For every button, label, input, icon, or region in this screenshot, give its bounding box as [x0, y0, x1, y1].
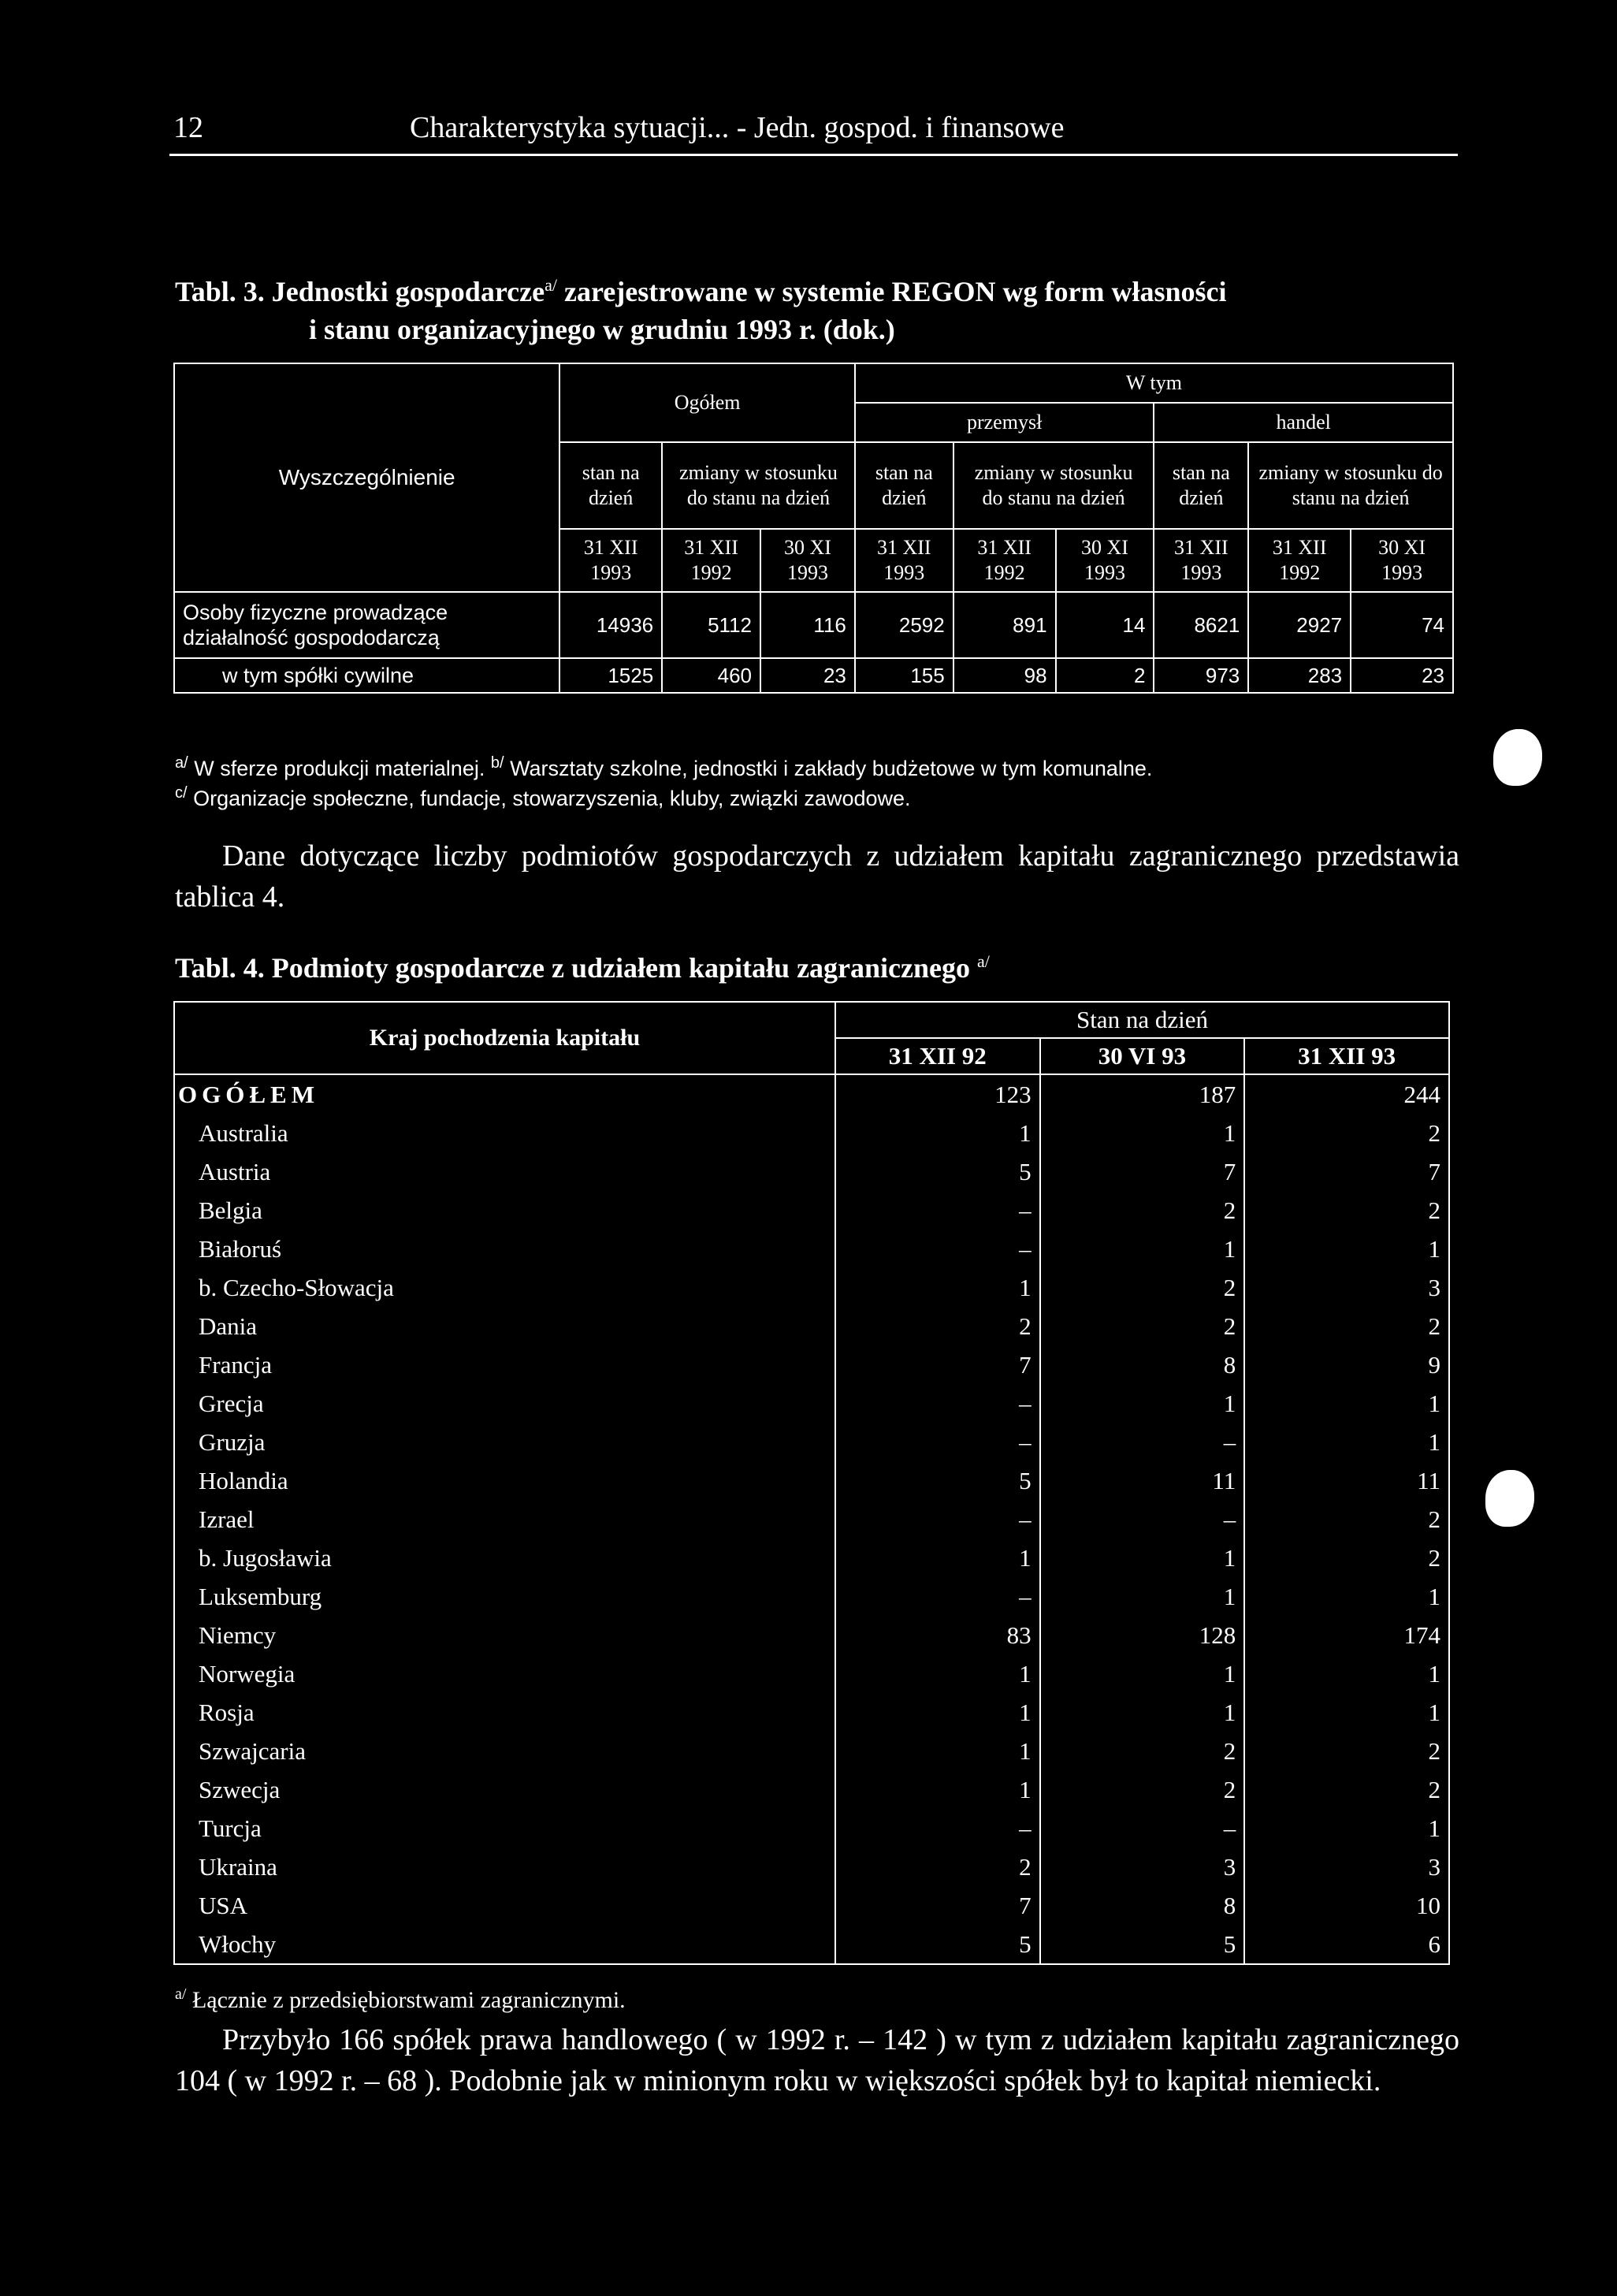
country-cell: Norwegia: [174, 1654, 835, 1693]
table-cell: 128: [1040, 1616, 1245, 1654]
table-cell: 9: [1244, 1345, 1449, 1384]
col-wtym-header: W tym: [855, 363, 1453, 403]
country-cell: Rosja: [174, 1693, 835, 1732]
page-header: [173, 110, 1065, 145]
total-label: OGÓŁEM: [174, 1074, 835, 1114]
table-cell: 8: [1040, 1345, 1245, 1384]
table-row: [174, 1230, 1449, 1268]
table-cell: 2: [835, 1848, 1040, 1886]
country-cell: Luksemburg: [174, 1577, 835, 1616]
country-cell: Australia: [174, 1114, 835, 1152]
table-cell: 1: [835, 1268, 1040, 1307]
table-cell: 2: [1244, 1307, 1449, 1345]
table-row: [174, 1732, 1449, 1770]
table-cell: 11: [1040, 1461, 1245, 1500]
country-cell: Szwajcaria: [174, 1732, 835, 1770]
table-cell: 6: [1244, 1925, 1449, 1964]
table-row: [174, 1307, 1449, 1345]
paragraph-intro: Dane dotyczące liczby podmiotów gospodarczych z udziałem kapitału zagranicznego przedstawia tablica 4.: [175, 839, 1459, 914]
footnote-a-b: $^{a/}$ W sferze produkcji materialnej. $^{b/}$ Warsztaty szkolne, jednostki i zakłady budżetowe w tym komunalne.: [175, 754, 1153, 780]
table-cell: 1: [835, 1539, 1040, 1577]
country-cell: Białoruś: [174, 1230, 835, 1268]
table-cell: 2: [1244, 1191, 1449, 1230]
table-row: [174, 1461, 1449, 1500]
table-cell: 1: [1244, 1230, 1449, 1268]
table-cell: 83: [835, 1616, 1040, 1654]
table-row: [174, 1423, 1449, 1461]
col-ogolem-header: Ogółem: [559, 363, 855, 442]
table4-caption: Tabl. 4. Podmioty gospodarcze z udziałem kapitału zagranicznego $^{a/}$: [175, 951, 990, 984]
table-cell: 973: [1154, 658, 1248, 693]
date-header: 31 XII 1992: [1248, 529, 1351, 592]
date-header: 30 XI 1993: [760, 529, 855, 592]
table-cell: 14936: [559, 592, 662, 658]
country-cell: b. Czecho-Słowacja: [174, 1268, 835, 1307]
table-cell: 1: [1244, 1809, 1449, 1848]
table-cell: 5: [835, 1152, 1040, 1191]
table-cell: 1: [835, 1732, 1040, 1770]
table-cell: 891: [953, 592, 1056, 658]
date-header: 31 XII 1992: [953, 529, 1056, 592]
country-cell: b. Jugosławia: [174, 1539, 835, 1577]
date-header: 30 XI 1993: [1056, 529, 1154, 592]
row-label: Osoby fizyczne prowadzące działalność gospododarczą: [174, 592, 559, 658]
col-kraj-header: Kraj pochodzenia kapitału: [174, 1002, 835, 1074]
date-header: 31 XII 92: [835, 1038, 1040, 1074]
table-cell: 123: [835, 1074, 1040, 1114]
table4: [173, 1001, 1450, 1965]
country-cell: Turcja: [174, 1809, 835, 1848]
table-row: [174, 1268, 1449, 1307]
footnote-c: $^{c/}$ Organizacje społeczne, fundacje, stowarzyszenia, kluby, związki zawodowe.: [175, 784, 911, 810]
table-cell: 7: [1040, 1152, 1245, 1191]
table-cell: 2: [1244, 1500, 1449, 1539]
table-row: [174, 1191, 1449, 1230]
table-cell: 1: [835, 1654, 1040, 1693]
table-row: [174, 1500, 1449, 1539]
table-cell: 7: [835, 1886, 1040, 1925]
table-row: [174, 1577, 1449, 1616]
table-cell: –: [835, 1191, 1040, 1230]
table-cell: 2: [1244, 1539, 1449, 1577]
table-row: [174, 1848, 1449, 1886]
table-cell: 2: [1040, 1307, 1245, 1345]
table-cell: 244: [1244, 1074, 1449, 1114]
table-cell: 2592: [855, 592, 953, 658]
table-cell: 7: [1244, 1152, 1449, 1191]
table-cell: 23: [760, 658, 855, 693]
table-row: [174, 1770, 1449, 1809]
table-cell: 2: [1040, 1191, 1245, 1230]
table-cell: 283: [1248, 658, 1351, 693]
table-cell: –: [835, 1423, 1040, 1461]
country-cell: Holandia: [174, 1461, 835, 1500]
table-cell: 1: [1040, 1654, 1245, 1693]
table-cell: 5: [835, 1461, 1040, 1500]
table3-caption: Tabl. 3. Jednostki gospodarcze$^{a/}$ zarejestrowane w systemie REGON wg form własności i stanu organizacyjnego w grudniu 1993 r. (dok.): [175, 275, 1227, 345]
page-number: 12: [173, 111, 203, 144]
table-cell: –: [835, 1809, 1040, 1848]
table-row: [174, 1886, 1449, 1925]
table-row: [174, 1616, 1449, 1654]
table-cell: 2: [1056, 658, 1154, 693]
zmiany-header: zmiany w stosunku do stanu na dzień: [662, 442, 855, 529]
table-cell: 1: [1040, 1539, 1245, 1577]
date-header: 31 XII 1993: [1154, 529, 1248, 592]
table-cell: 1: [1244, 1577, 1449, 1616]
col-spec-header: Wyszczególnienie: [174, 363, 559, 592]
table-cell: 10: [1244, 1886, 1449, 1925]
table-row: [174, 1809, 1449, 1848]
table-row: [174, 1539, 1449, 1577]
col-handel-header: handel: [1154, 403, 1453, 442]
table-cell: 116: [760, 592, 855, 658]
date-header: 30 XI 1993: [1351, 529, 1453, 592]
country-cell: Belgia: [174, 1191, 835, 1230]
header-rule: [169, 154, 1458, 156]
table-cell: –: [835, 1500, 1040, 1539]
table-cell: –: [835, 1384, 1040, 1423]
zmiany-header: zmiany w stosunku do stanu na dzień: [953, 442, 1154, 529]
paragraph-closing: Przybyło 166 spółek prawa handlowego ( w 1992 r. – 142 ) w tym z udziałem kapitału zagranicznego 104 ( w 1992 r. – 68 ). Podobnie jak w minionym roku w większości spółek był to kapitał niemiecki.: [175, 2023, 1459, 2097]
table-cell: 5: [835, 1925, 1040, 1964]
table-cell: 14: [1056, 592, 1154, 658]
country-cell: Włochy: [174, 1925, 835, 1964]
country-cell: Austria: [174, 1152, 835, 1191]
row-label: w tym spółki cywilne: [174, 658, 559, 693]
table-cell: 1: [1244, 1693, 1449, 1732]
table-cell: 3: [1040, 1848, 1245, 1886]
date-header: 31 XII 1992: [662, 529, 760, 592]
country-cell: Ukraina: [174, 1848, 835, 1886]
table-cell: 2: [1244, 1114, 1449, 1152]
table-cell: 2927: [1248, 592, 1351, 658]
table-cell: 174: [1244, 1616, 1449, 1654]
table-cell: 3: [1244, 1848, 1449, 1886]
date-header: 31 XII 1993: [559, 529, 662, 592]
table-cell: 1: [1244, 1423, 1449, 1461]
table-cell: 2: [1040, 1770, 1245, 1809]
table-row: [174, 1693, 1449, 1732]
zmiany-header: zmiany w stosunku do stanu na dzień: [1248, 442, 1453, 529]
table-cell: 3: [1244, 1268, 1449, 1307]
table-cell: 1: [1040, 1577, 1245, 1616]
table-cell: 155: [855, 658, 953, 693]
table-cell: 1: [1244, 1384, 1449, 1423]
table-cell: 8: [1040, 1886, 1245, 1925]
table-cell: –: [835, 1230, 1040, 1268]
table-cell: 1525: [559, 658, 662, 693]
footnote-table4: $^{a/}$ Łącznie z przedsiębiorstwami zagranicznymi.: [175, 1985, 626, 2013]
table-cell: 8621: [1154, 592, 1248, 658]
date-header: 31 XII 93: [1244, 1038, 1449, 1074]
table-cell: –: [835, 1577, 1040, 1616]
country-cell: Szwecja: [174, 1770, 835, 1809]
table-cell: –: [1040, 1500, 1245, 1539]
table-cell: 2: [1244, 1732, 1449, 1770]
table-cell: 1: [1040, 1384, 1245, 1423]
table-cell: 2: [1040, 1268, 1245, 1307]
date-header: 31 XII 1993: [855, 529, 953, 592]
country-cell: Francja: [174, 1345, 835, 1384]
table3: [173, 363, 1454, 694]
table-cell: 187: [1040, 1074, 1245, 1114]
col-stan-header: Stan na dzień: [835, 1002, 1449, 1038]
table-cell: 1: [1040, 1693, 1245, 1732]
table-row: [174, 1114, 1449, 1152]
running-title: Charakterystyka sytuacji... - Jedn. gospod. i finansowe: [410, 111, 1065, 144]
table-row: [174, 592, 1453, 658]
stan-header: stan na dzień: [855, 442, 953, 529]
table-cell: –: [1040, 1809, 1245, 1848]
table-cell: 460: [662, 658, 760, 693]
table-cell: 23: [1351, 658, 1453, 693]
scan-artifact: [1485, 1470, 1534, 1527]
table-row: [174, 1925, 1449, 1964]
col-przemysl-header: przemysł: [855, 403, 1154, 442]
table-cell: 11: [1244, 1461, 1449, 1500]
stan-header: stan na dzień: [1154, 442, 1248, 529]
table-row: [174, 1384, 1449, 1423]
scan-artifact: [1493, 729, 1542, 786]
table-cell: 2: [1244, 1770, 1449, 1809]
table-row: [174, 1345, 1449, 1384]
table-cell: 2: [1040, 1732, 1245, 1770]
country-cell: Izrael: [174, 1500, 835, 1539]
country-cell: Dania: [174, 1307, 835, 1345]
table-cell: 7: [835, 1345, 1040, 1384]
table-cell: 98: [953, 658, 1056, 693]
table-cell: 1: [835, 1693, 1040, 1732]
table-cell: 1: [1040, 1230, 1245, 1268]
table-cell: –: [1040, 1423, 1245, 1461]
date-header: 30 VI 93: [1040, 1038, 1245, 1074]
country-cell: Niemcy: [174, 1616, 835, 1654]
table-cell: 5: [1040, 1925, 1245, 1964]
stan-header: stan na dzień: [559, 442, 662, 529]
table-cell: 5112: [662, 592, 760, 658]
country-cell: Grecja: [174, 1384, 835, 1423]
table-cell: 1: [835, 1770, 1040, 1809]
country-cell: Gruzja: [174, 1423, 835, 1461]
table-cell: 1: [1040, 1114, 1245, 1152]
table-row: [174, 1654, 1449, 1693]
table-cell: 2: [835, 1307, 1040, 1345]
total-row: [174, 1074, 1449, 1114]
country-cell: USA: [174, 1886, 835, 1925]
table-cell: 1: [835, 1114, 1040, 1152]
table-cell: 74: [1351, 592, 1453, 658]
table-row: [174, 658, 1453, 693]
table-cell: 1: [1244, 1654, 1449, 1693]
table-row: [174, 1152, 1449, 1191]
